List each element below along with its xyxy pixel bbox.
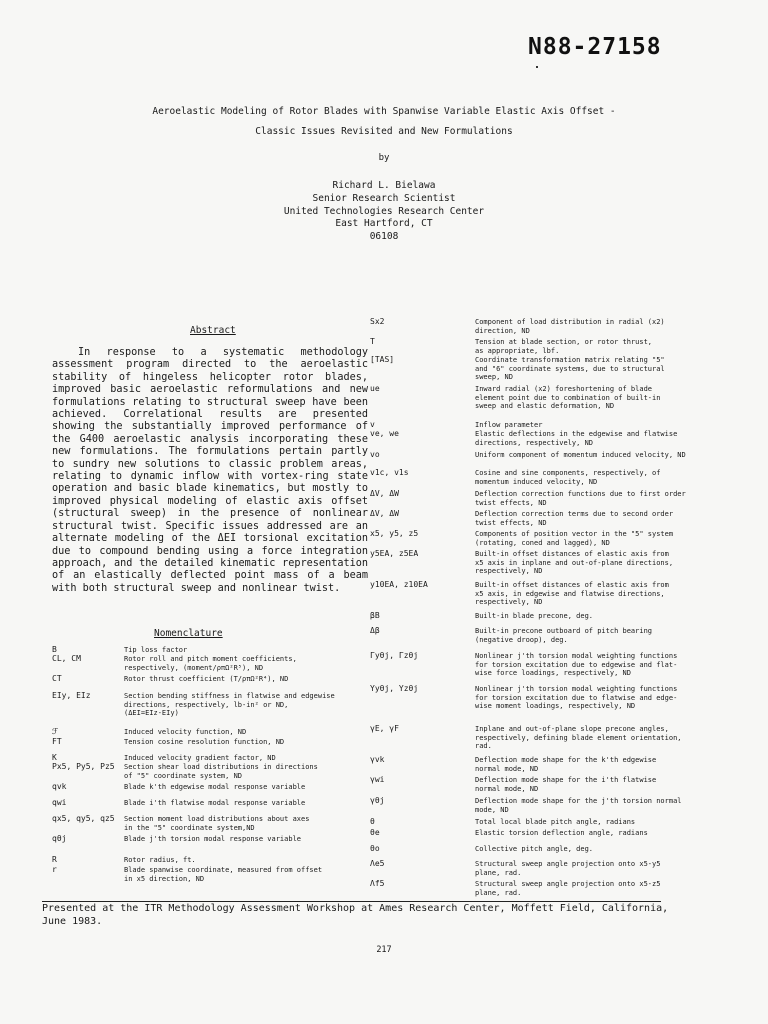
nomenclature_right-definition: Built-in blade precone, deg. bbox=[475, 612, 594, 620]
nomenclature-heading: Nomenclature bbox=[154, 628, 223, 639]
nomenclature_left-definition: Section moment load distributions about axes in the "5" coordinate system,ND bbox=[124, 815, 310, 832]
nomenclature_right-symbol: v bbox=[370, 420, 375, 429]
nomenclature_right-definition: Collective pitch angle, deg. bbox=[475, 845, 594, 853]
nomenclature_left-symbol: FT bbox=[52, 737, 62, 746]
nomenclature_left-symbol: ℱ bbox=[52, 727, 59, 736]
nomenclature_right-definition: Built-in offset distances of elastic axis from x5 axis, in edgewise and flatwise directions, respectively, ND bbox=[475, 581, 669, 607]
nomenclature_left-symbol: CT bbox=[52, 674, 62, 683]
nomenclature_right-symbol: θo bbox=[370, 844, 380, 853]
author-zip: 06108 bbox=[369, 231, 399, 243]
abstract-text: In response to a systematic methodology assessment program directed to the aeroelastic stability of hingeless helicopter rotor blades, improved basic aeroelastic reformulations and new formulations relating to structural sweep have been achieved. Correlational results are presented showing the substantially improved performance of the G400 aeroelastic analysis incorporating these new formulations. The formulations pertain partly to sundry new solutions to classic problem areas, relating to dynamic inflow with vortex-ring state operation and basic blade kinematics, but mostly to improved physical modeling of elastic axis offset (structural sweep) in the presence of nonlinear structural twist. Specific issues addressed are an alternate modeling of the ΔEI torsional excitation due to compound bending using a force integration approach, and the detailed kinematic representation of an elastically deflected point mass of a beam with both structural sweep and nonlinear twist. bbox=[52, 347, 368, 594]
nomenclature_left-symbol: CL, CM bbox=[52, 654, 81, 663]
nomenclature_right-definition: Deflection correction functions due to first order twist effects, ND bbox=[475, 490, 686, 507]
nomenclature_right-symbol: y5EA, z5EA bbox=[370, 549, 419, 558]
nomenclature_right-definition: Built-in precone outboard of pitch bearing (negative droop), deg. bbox=[475, 627, 653, 644]
page-number: 217 bbox=[376, 945, 392, 955]
nomenclature_right-symbol: Λf5 bbox=[370, 879, 385, 888]
nomenclature_right-definition: Inplane and out-of-plane slope precone angles, respectively, defining blade element orientation, rad. bbox=[475, 725, 682, 751]
nomenclature_right-symbol: γvk bbox=[370, 755, 385, 764]
author-position: Senior Research Scientist bbox=[312, 192, 456, 204]
nomenclature_left-definition: Induced velocity gradient factor, ND bbox=[124, 754, 276, 762]
author-block bbox=[0, 180, 768, 244]
nomenclature_left-definition: Induced velocity function, ND bbox=[124, 728, 247, 736]
nomenclature_right-symbol: ve, we bbox=[370, 429, 399, 438]
nomenclature_right-symbol: Γyθj, Γzθj bbox=[370, 651, 419, 660]
scan-speck bbox=[536, 66, 538, 68]
nomenclature_right-symbol: γE, γF bbox=[370, 724, 399, 733]
nomenclature_left-symbol: qθj bbox=[52, 834, 67, 843]
nomenclature_right-definition: Elastic deflections in the edgewise and flatwise directions, respectively, ND bbox=[475, 430, 678, 447]
nomenclature_right-symbol: ΔV, ΔW bbox=[370, 509, 399, 518]
nomenclature_left-definition: Tip loss factor bbox=[124, 646, 188, 654]
nomenclature_left-definition: Rotor radius, ft. bbox=[124, 856, 196, 864]
nomenclature_right-symbol: θe bbox=[370, 828, 380, 837]
nomenclature_left-symbol: Px5, Py5, Pz5 bbox=[52, 762, 115, 771]
nomenclature_right-definition: Coordinate transformation matrix relating "5" and "6" coordinate systems, due to structural sweep, ND bbox=[475, 356, 665, 382]
nomenclature_right-definition: Inward radial (x2) foreshortening of blade element point due to combination of built-in sweep and elastic deformation, ND bbox=[475, 385, 661, 411]
nomenclature_right-definition: Deflection correction terms due to second order twist effects, ND bbox=[475, 510, 674, 527]
nomenclature_left-definition: Rotor thrust coefficient (T/ρπΩ²R⁴), ND bbox=[124, 675, 289, 683]
nomenclature_right-definition: Cosine and sine components, respectively, of momentum induced velocity, ND bbox=[475, 469, 661, 486]
nomenclature_right-symbol: T bbox=[370, 337, 375, 346]
nomenclature_right-symbol: ΔV, ΔW bbox=[370, 489, 399, 498]
author-city: East Hartford, CT bbox=[335, 218, 433, 230]
nomenclature_left-definition: Rotor roll and pitch moment coefficients, respectively, (moment/ρπΩ²R⁵), ND bbox=[124, 655, 297, 672]
document-number: N88-27158 bbox=[528, 34, 662, 60]
nomenclature_right-definition: Inflow parameter bbox=[475, 421, 543, 429]
nomenclature_right-definition: Deflection mode shape for the j'th torsion normal mode, ND bbox=[475, 797, 682, 814]
author-organization: United Technologies Research Center bbox=[283, 205, 485, 217]
nomenclature_right-definition: Structural sweep angle projection onto x5-z5 plane, rad. bbox=[475, 880, 661, 897]
nomenclature_left-definition: Blade i'th flatwise modal response variable bbox=[124, 799, 306, 807]
title-line-2: Classic Issues Revisited and New Formulations bbox=[255, 126, 513, 137]
nomenclature_right-symbol: γwi bbox=[370, 775, 385, 784]
nomenclature_right-definition: Tension at blade section, or rotor thrust, as appropriate, lbf. bbox=[475, 338, 653, 355]
title-line-1: Aeroelastic Modeling of Rotor Blades with Spanwise Variable Elastic Axis Offset - bbox=[152, 106, 616, 117]
nomenclature_left-symbol: EIy, EIz bbox=[52, 691, 91, 700]
nomenclature_left-symbol: qwi bbox=[52, 798, 67, 807]
footer-rule bbox=[42, 901, 661, 902]
nomenclature_right-definition: Total local blade pitch angle, radians bbox=[475, 818, 636, 826]
nomenclature_right-symbol: [TAS] bbox=[370, 355, 395, 364]
by-line: by bbox=[378, 153, 390, 163]
nomenclature_right-symbol: ue bbox=[370, 384, 380, 393]
abstract-heading: Abstract bbox=[190, 325, 236, 336]
nomenclature_left-symbol: R bbox=[52, 855, 57, 864]
nomenclature_left-symbol: qvk bbox=[52, 782, 67, 791]
nomenclature_left-definition: Tension cosine resolution function, ND bbox=[124, 738, 285, 746]
nomenclature_left-symbol: K bbox=[52, 753, 57, 762]
nomenclature_right-symbol: x5, y5, z5 bbox=[370, 529, 419, 538]
nomenclature_right-definition: Nonlinear j'th torsion modal weighting functions for torsion excitation due to edgewise and flat- wise force loadings, respectively, ND bbox=[475, 652, 678, 678]
nomenclature_right-definition: Components of position vector in the "5" system (rotating, coned and lagged), ND bbox=[475, 530, 674, 547]
nomenclature_right-definition: Deflection mode shape for the i'th flatwise normal mode, ND bbox=[475, 776, 657, 793]
nomenclature_right-symbol: Sx2 bbox=[370, 317, 385, 326]
nomenclature_right-definition: Component of load distribution in radial (x2) direction, ND bbox=[475, 318, 665, 335]
nomenclature_right-definition: Deflection mode shape for the k'th edgewise normal mode, ND bbox=[475, 756, 657, 773]
abstract-body bbox=[52, 347, 368, 595]
nomenclature_right-definition: Structural sweep angle projection onto x5-y5 plane, rad. bbox=[475, 860, 661, 877]
nomenclature_left-symbol: qx5, qy5, qz5 bbox=[52, 814, 115, 823]
nomenclature_right-symbol: y10EA, z10EA bbox=[370, 580, 428, 589]
nomenclature_right-symbol: θ bbox=[370, 817, 375, 826]
nomenclature_right-symbol: vo bbox=[370, 450, 380, 459]
nomenclature_right-definition: Nonlinear j'th torsion modal weighting functions for torsion excitation due to flatwise and edge- wise moment loadings, respectively, ND bbox=[475, 685, 678, 711]
nomenclature_right-symbol: Λe5 bbox=[370, 859, 385, 868]
nomenclature_right-symbol: Δβ bbox=[370, 626, 380, 635]
nomenclature_left-definition: Section bending stiffness in flatwise and edgewise directions, respectively, lb-in² or ND, (ΔEI=EIz-EIy) bbox=[124, 692, 335, 718]
nomenclature_left-definition: Section shear load distributions in directions of "5" coordinate system, ND bbox=[124, 763, 318, 780]
nomenclature_right-symbol: Υyθj, Υzθj bbox=[370, 684, 419, 693]
nomenclature_right-symbol: v1c, v1s bbox=[370, 468, 409, 477]
nomenclature_right-symbol: γθj bbox=[370, 796, 385, 805]
nomenclature_left-definition: Blade spanwise coordinate, measured from offset in x5 direction, ND bbox=[124, 866, 323, 883]
nomenclature_right-definition: Elastic torsion deflection angle, radians bbox=[475, 829, 648, 837]
nomenclature_right-symbol: βB bbox=[370, 611, 380, 620]
footer-note: Presented at the ITR Methodology Assessment Workshop at Ames Research Center, Moffett Field, California, June 1983. bbox=[42, 903, 669, 927]
nomenclature_right-definition: Uniform component of momentum induced velocity, ND bbox=[475, 451, 686, 459]
nomenclature_left-definition: Blade j'th torsion modal response variable bbox=[124, 835, 302, 843]
nomenclature_right-definition: Built-in offset distances of elastic axis from x5 axis in inplane and out-of-plane directions, respectively, ND bbox=[475, 550, 674, 576]
author-name: Richard L. Bielawa bbox=[332, 180, 436, 191]
nomenclature_left-definition: Blade k'th edgewise modal response variable bbox=[124, 783, 306, 791]
nomenclature_left-symbol: B bbox=[52, 645, 57, 654]
nomenclature_left-symbol: r bbox=[52, 865, 57, 874]
